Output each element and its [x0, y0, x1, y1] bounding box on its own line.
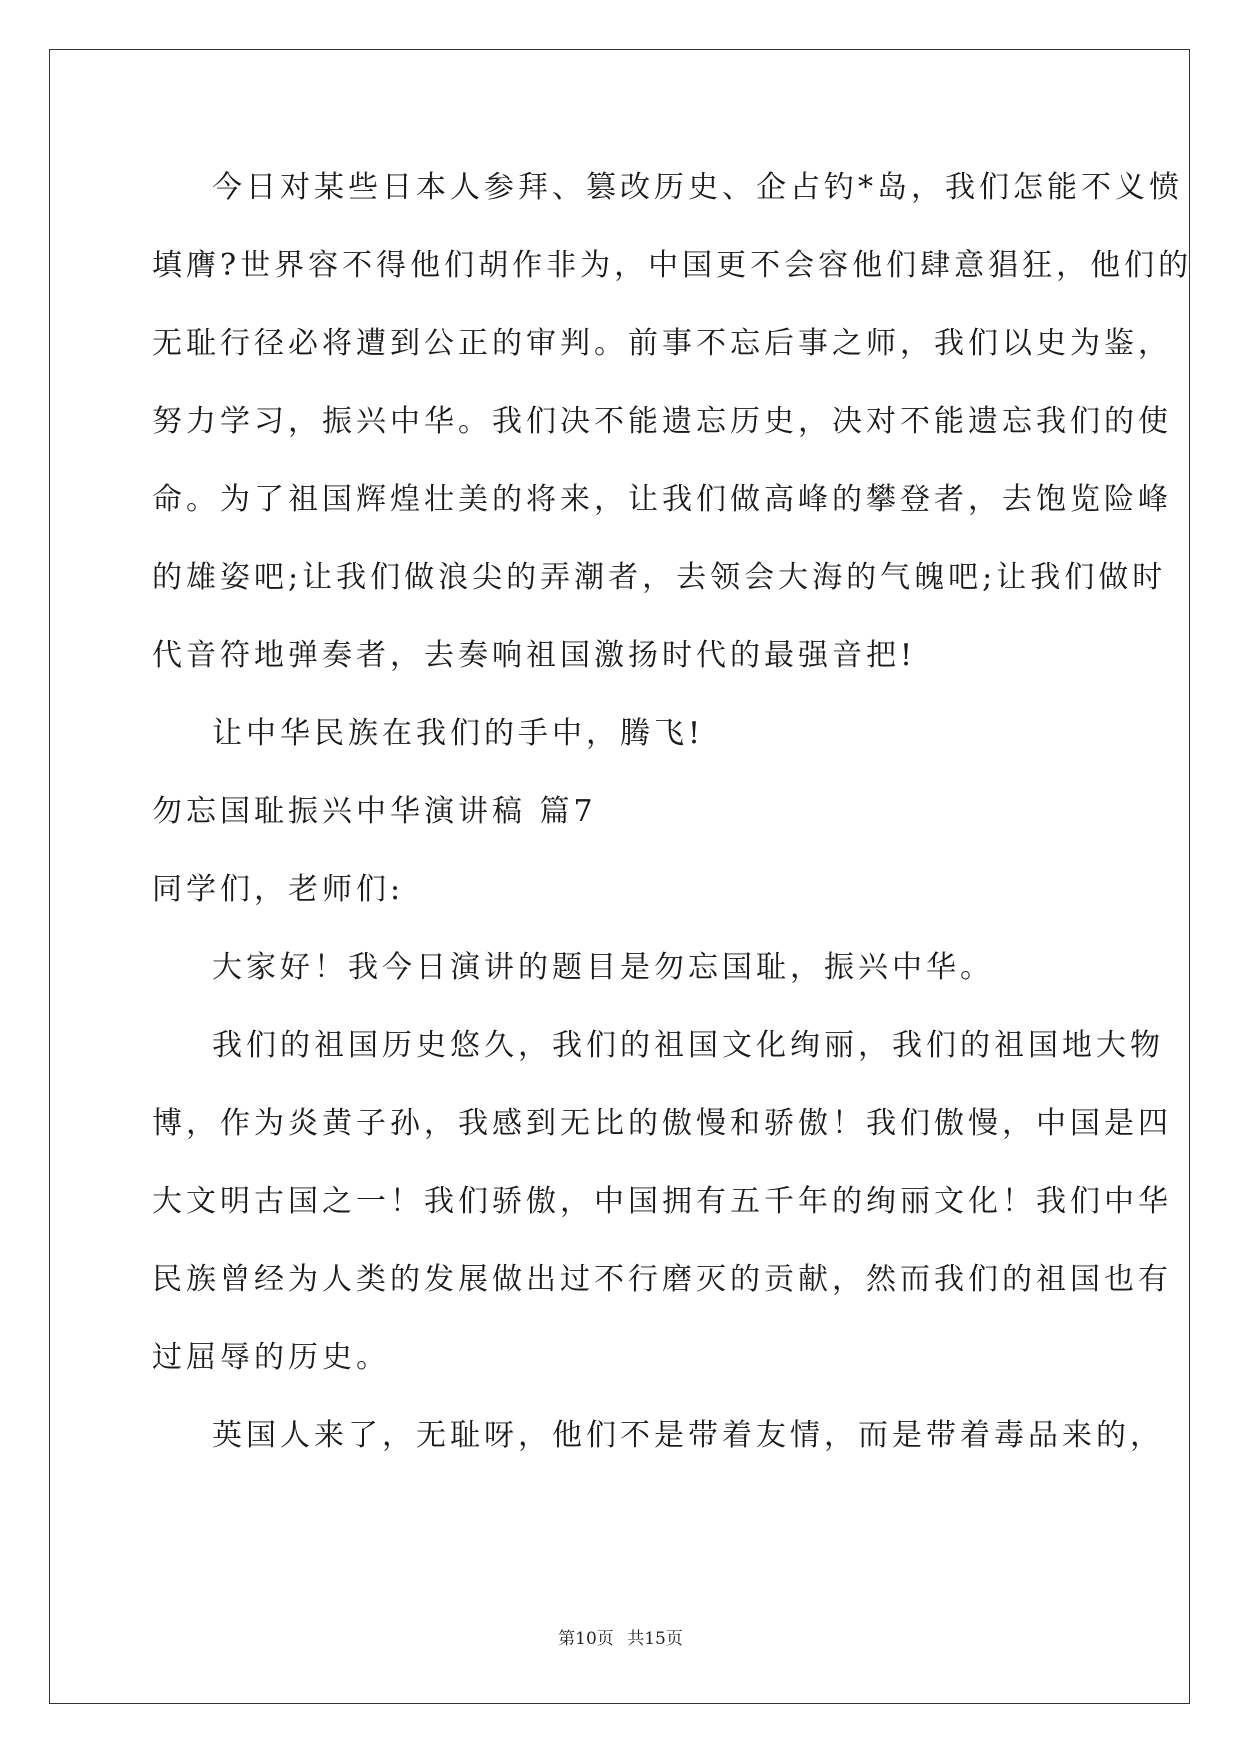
paragraph-line: 填膺?世界容不得他们胡作非为，中国更不会容他们肆意猖狂，他们的 — [152, 248, 1193, 283]
paragraph-line: 大家好！我今日演讲的题目是勿忘国耻，振兴中华。 — [212, 950, 994, 985]
paragraph-line: 过屈辱的历史。 — [152, 1340, 390, 1375]
page-total: 共15页 — [627, 1629, 683, 1649]
paragraph-line: 命。为了祖国辉煌壮美的将来，让我们做高峰的攀登者，去饱览险峰 — [152, 482, 1172, 517]
paragraph-line: 我们的祖国历史悠久，我们的祖国文化绚丽，我们的祖国地大物 — [212, 1028, 1164, 1063]
paragraph-line: 民族曾经为人类的发展做出过不行磨灭的贡献，然而我们的祖国也有 — [152, 1262, 1172, 1297]
paragraph-line: 无耻行径必将遭到公正的审判。前事不忘后事之师，我们以史为鉴， — [152, 326, 1172, 361]
paragraph-line: 今日对某些日本人参拜、篡改历史、企占钓*岛，我们怎能不义愤 — [212, 170, 1183, 205]
paragraph-line: 英国人来了，无耻呀，他们不是带着友情，而是带着毒品来的， — [212, 1418, 1164, 1453]
page-footer — [0, 1624, 1241, 1649]
paragraph-line: 努力学习，振兴中华。我们决不能遗忘历史，决对不能遗忘我们的使 — [152, 404, 1172, 439]
paragraph-line: 博，作为炎黄子孙，我感到无比的傲慢和骄傲！我们傲慢，中国是四 — [152, 1106, 1172, 1141]
paragraph-line: 代音符地弹奏者，去奏响祖国激扬时代的最强音把! — [152, 638, 917, 673]
paragraph-line: 大文明古国之一！我们骄傲，中国拥有五千年的绚丽文化！我们中华 — [152, 1184, 1172, 1219]
page-number: 第10页 — [558, 1629, 614, 1649]
section-heading: 勿忘国耻振兴中华演讲稿 篇7 — [152, 794, 597, 829]
salutation: 同学们，老师们: — [152, 872, 405, 907]
paragraph-line: 的雄姿吧;让我们做浪尖的弄潮者，去领会大海的气魄吧;让我们做时 — [152, 560, 1167, 595]
paragraph-line: 让中华民族在我们的手中，腾飞! — [212, 716, 705, 751]
document-body — [152, 162, 1193, 1488]
